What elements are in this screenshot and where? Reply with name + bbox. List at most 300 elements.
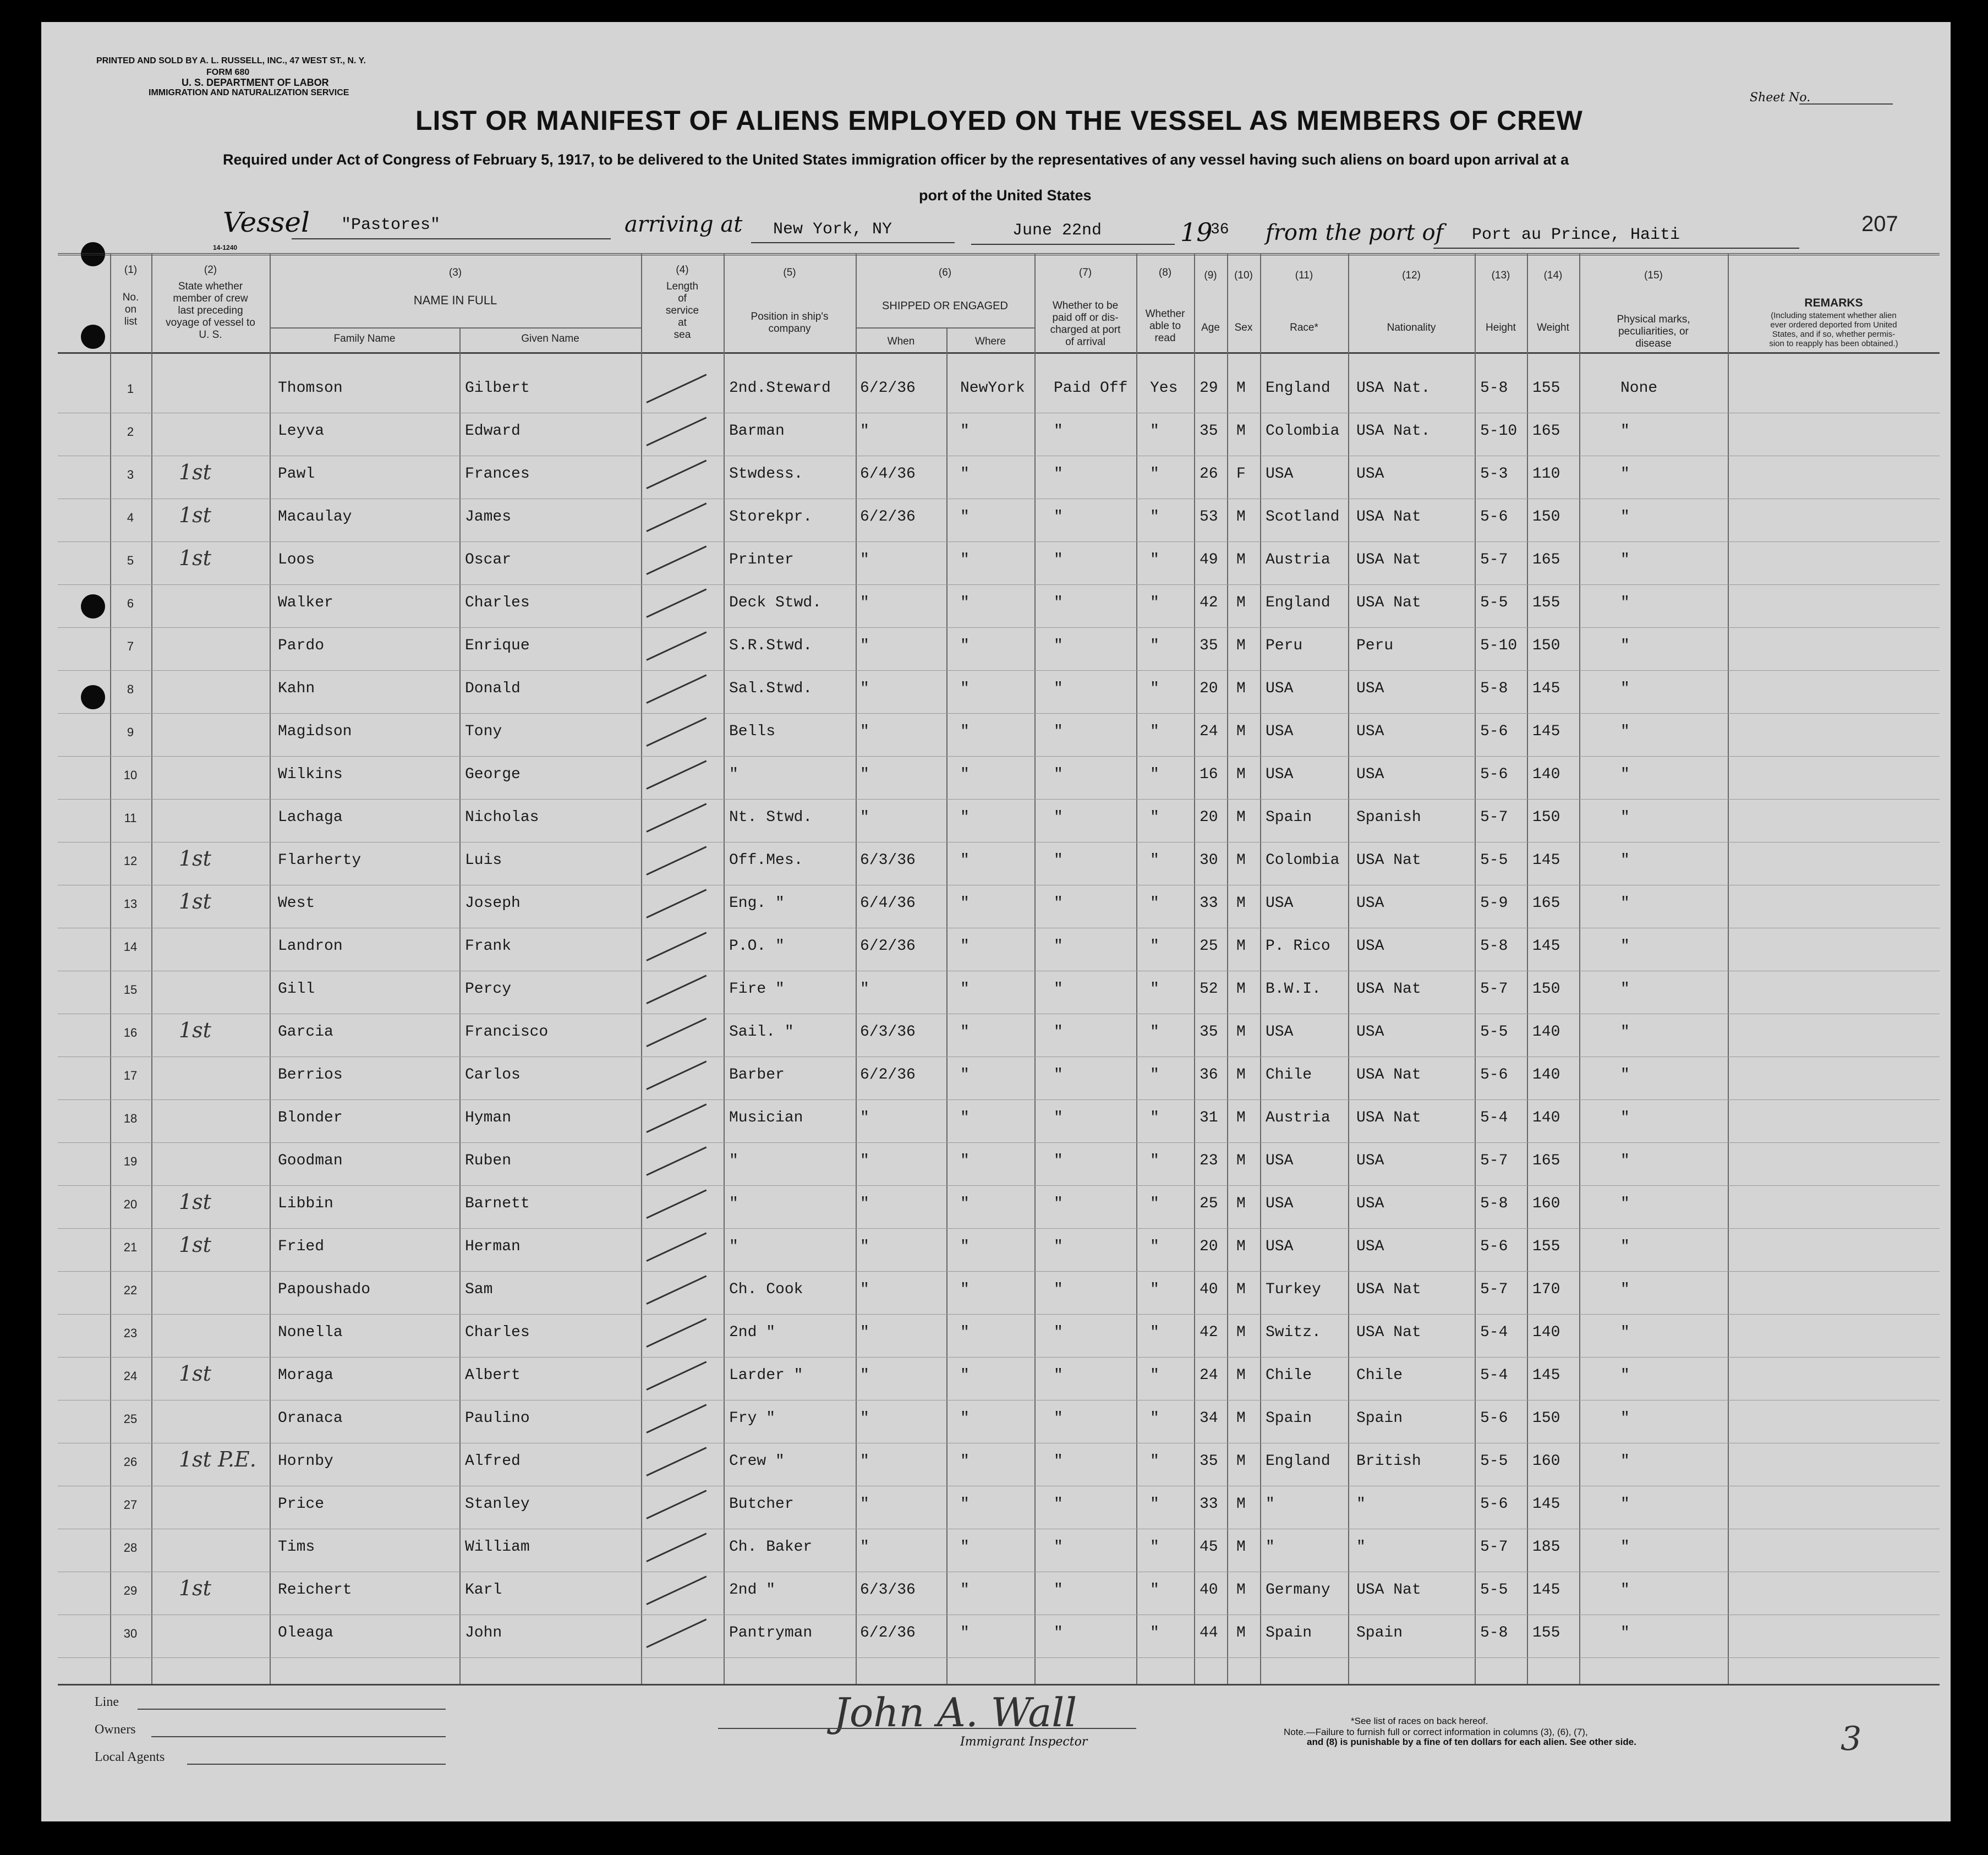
able-to-read-cell: " <box>1150 1024 1159 1041</box>
sex-cell: M <box>1236 508 1246 526</box>
paid-off-cell: " <box>1054 1152 1063 1169</box>
family-name-cell: Berrios <box>278 1066 343 1084</box>
race-cell: USA <box>1266 723 1294 740</box>
service-length-check <box>646 1618 707 1648</box>
header-bottom-border <box>58 352 1940 354</box>
given-name-cell: Tony <box>465 723 502 740</box>
physical-marks-cell: " <box>1620 852 1630 869</box>
age-cell: 29 <box>1200 380 1218 397</box>
shipped-when-cell: " <box>860 809 869 826</box>
col12-header: Nationality <box>1387 322 1436 333</box>
able-to-read-cell: " <box>1150 1582 1159 1599</box>
age-cell: 23 <box>1200 1152 1218 1169</box>
paid-off-cell: Paid Off <box>1054 380 1128 397</box>
race-cell: USA <box>1266 895 1294 912</box>
sex-cell: M <box>1236 1624 1246 1641</box>
able-to-read-cell: " <box>1150 1496 1159 1513</box>
race-cell: " <box>1266 1539 1275 1556</box>
nationality-cell: USA Nat. <box>1356 423 1431 440</box>
vessel-label: Vessel <box>223 206 310 238</box>
weight-cell: 140 <box>1532 1109 1560 1126</box>
family-name-cell: Moraga <box>278 1367 333 1384</box>
shipped-when-cell: " <box>860 423 869 440</box>
family-name-cell: Gill <box>278 981 315 998</box>
sheet-number-line <box>1799 103 1893 105</box>
col11-number: (11) <box>1295 270 1313 281</box>
physical-marks-cell: " <box>1620 766 1630 783</box>
age-cell: 26 <box>1200 466 1218 483</box>
nationality-cell: USA <box>1356 1024 1384 1041</box>
height-cell: 5-6 <box>1480 508 1508 526</box>
service-length-check <box>646 545 707 574</box>
shipped-where-cell: " <box>960 1410 970 1427</box>
col6-when-header: When <box>887 336 915 347</box>
race-cell: USA <box>1266 1195 1294 1212</box>
col-sep <box>1034 253 1036 1684</box>
position-cell: Sail. " <box>729 1024 794 1041</box>
agents-underline <box>187 1764 446 1765</box>
physical-marks-cell: " <box>1620 637 1630 654</box>
height-cell: 5-6 <box>1480 1238 1508 1255</box>
able-to-read-cell: " <box>1150 1109 1159 1126</box>
paid-off-cell: " <box>1054 423 1063 440</box>
row-rule <box>58 541 1940 542</box>
row-number: 20 <box>123 1197 138 1211</box>
paid-off-cell: " <box>1054 1410 1063 1427</box>
nationality-cell: USA Nat <box>1356 1582 1421 1599</box>
position-cell: Nt. Stwd. <box>729 809 813 826</box>
family-name-cell: Macaulay <box>278 508 352 526</box>
page-title: LIST OR MANIFEST OF ALIENS EMPLOYED ON THE VESSEL AS MEMBERS OF CREW <box>415 105 1583 136</box>
shipped-where-cell: " <box>960 508 970 526</box>
able-to-read-cell: " <box>1150 551 1159 568</box>
table-top-border <box>58 253 1940 255</box>
weight-cell: 145 <box>1532 938 1560 955</box>
row-number: 14 <box>123 940 138 954</box>
row-rule <box>58 584 1940 585</box>
weight-cell: 170 <box>1532 1281 1560 1298</box>
col-sep <box>1136 253 1137 1684</box>
prior-voyage-mark: 1st <box>179 1190 211 1214</box>
position-cell: " <box>729 1152 738 1169</box>
shipped-where-cell: " <box>960 1324 970 1341</box>
height-cell: 5-7 <box>1480 1539 1508 1556</box>
shipped-where-cell: " <box>960 1281 970 1298</box>
able-to-read-cell: " <box>1150 1324 1159 1341</box>
age-cell: 35 <box>1200 637 1218 654</box>
given-name-cell: Nicholas <box>465 809 539 826</box>
sex-cell: M <box>1236 981 1246 998</box>
paid-off-cell: " <box>1054 508 1063 526</box>
given-name-cell: Edward <box>465 423 521 440</box>
sex-cell: M <box>1236 938 1246 955</box>
paid-off-cell: " <box>1054 1109 1063 1126</box>
nationality-cell: Peru <box>1356 637 1394 654</box>
shipped-where-cell: NewYork <box>960 380 1025 397</box>
col4-header: Length of service at sea <box>665 281 699 341</box>
sex-cell: M <box>1236 1324 1246 1341</box>
printer-line: PRINTED AND SOLD BY A. L. RUSSELL, INC., 47 WEST ST., N. Y. <box>96 56 366 65</box>
from-port: Port au Prince, Haiti <box>1472 226 1680 244</box>
agents-label: Local Agents <box>95 1750 165 1764</box>
given-name-cell: John <box>465 1624 502 1641</box>
race-cell: England <box>1266 1453 1330 1470</box>
paid-off-cell: " <box>1054 466 1063 483</box>
able-to-read-cell: " <box>1150 723 1159 740</box>
height-cell: 5-5 <box>1480 1024 1508 1041</box>
physical-marks-cell: " <box>1620 723 1630 740</box>
col6-where-header: Where <box>975 336 1006 347</box>
nationality-cell: USA <box>1356 466 1384 483</box>
weight-cell: 155 <box>1532 1238 1560 1255</box>
row-number: 9 <box>127 725 134 739</box>
sex-cell: M <box>1236 423 1246 440</box>
shipped-where-cell: " <box>960 1539 970 1556</box>
family-name-cell: Papoushado <box>278 1281 371 1298</box>
age-cell: 33 <box>1200 1496 1218 1513</box>
row-number: 10 <box>123 768 138 782</box>
col2-header: State whether member of crew last preceding voyage of vessel to U. S. <box>166 281 255 341</box>
row-rule <box>58 1271 1940 1272</box>
given-name-cell: Joseph <box>465 895 521 912</box>
weight-cell: 145 <box>1532 1582 1560 1599</box>
position-cell: Sal.Stwd. <box>729 680 813 697</box>
physical-marks-cell: None <box>1620 380 1658 397</box>
physical-marks-cell: " <box>1620 1539 1630 1556</box>
col-sep <box>1579 253 1580 1684</box>
race-cell: Peru <box>1266 637 1303 654</box>
family-name-cell: Libbin <box>278 1195 333 1212</box>
prior-voyage-mark: 1st <box>179 1018 211 1042</box>
service-length-check <box>646 631 707 660</box>
paid-off-cell: " <box>1054 594 1063 611</box>
col6-number: (6) <box>938 267 952 278</box>
height-cell: 5-5 <box>1480 1453 1508 1470</box>
col-sep <box>1527 253 1528 1684</box>
race-cell: Germany <box>1266 1582 1330 1599</box>
from-port-underline <box>1433 248 1799 249</box>
inspector-signature: John A. Wall <box>834 1689 1077 1736</box>
position-cell: Barber <box>729 1066 785 1084</box>
paid-off-cell: " <box>1054 1281 1063 1298</box>
family-name-cell: Goodman <box>278 1152 343 1169</box>
age-cell: 52 <box>1200 981 1218 998</box>
position-cell: Ch. Baker <box>729 1539 813 1556</box>
paid-off-cell: " <box>1054 680 1063 697</box>
given-name-cell: Gilbert <box>465 380 530 397</box>
physical-marks-cell: " <box>1620 809 1630 826</box>
remarks-header: REMARKS <box>1804 297 1863 309</box>
col-sep <box>151 253 152 1684</box>
service-length-check <box>646 1318 707 1347</box>
penalty-note: Note.—Failure to furnish full or correct information in columns (3), (6), (7), <box>1284 1727 1588 1737</box>
age-cell: 35 <box>1200 423 1218 440</box>
shipped-when-cell: " <box>860 1152 869 1169</box>
col-sep <box>270 253 271 1684</box>
age-cell: 31 <box>1200 1109 1218 1126</box>
able-to-read-cell: " <box>1150 1539 1159 1556</box>
age-cell: 36 <box>1200 1066 1218 1084</box>
shipped-where-cell: " <box>960 723 970 740</box>
position-cell: " <box>729 1195 738 1212</box>
prior-voyage-mark: 1st <box>179 1233 211 1257</box>
service-length-check <box>646 1361 707 1390</box>
race-cell: Turkey <box>1266 1281 1321 1298</box>
given-name-cell: Sam <box>465 1281 493 1298</box>
col-sep <box>946 327 948 1684</box>
service-length-check <box>646 1575 707 1605</box>
arriving-port: New York, NY <box>773 220 892 239</box>
sex-cell: M <box>1236 1410 1246 1427</box>
position-cell: S.R.Stwd. <box>729 637 813 654</box>
position-cell: Pantryman <box>729 1624 813 1641</box>
nationality-cell: British <box>1356 1453 1421 1470</box>
physical-marks-cell: " <box>1620 1152 1630 1169</box>
nationality-cell: USA <box>1356 938 1384 955</box>
service-length-check <box>646 1447 707 1476</box>
row-rule <box>58 627 1940 628</box>
height-cell: 5-6 <box>1480 723 1508 740</box>
paid-off-cell: " <box>1054 1624 1063 1641</box>
row-rule <box>58 1228 1940 1229</box>
paid-off-cell: " <box>1054 1066 1063 1084</box>
col-sep <box>1475 253 1476 1684</box>
given-name-cell: Albert <box>465 1367 521 1384</box>
nationality-cell: " <box>1356 1539 1366 1556</box>
race-cell: " <box>1266 1496 1275 1513</box>
age-cell: 24 <box>1200 723 1218 740</box>
height-cell: 5-6 <box>1480 1496 1508 1513</box>
prior-voyage-mark: 1st <box>179 1576 211 1600</box>
height-cell: 5-5 <box>1480 852 1508 869</box>
binder-hole <box>81 594 105 619</box>
row-number: 8 <box>127 682 134 696</box>
physical-marks-cell: " <box>1620 938 1630 955</box>
sex-cell: M <box>1236 1066 1246 1084</box>
height-cell: 5-5 <box>1480 594 1508 611</box>
col10-number: (10) <box>1234 270 1253 281</box>
row-number: 13 <box>123 897 138 911</box>
service-length-check <box>646 1060 707 1090</box>
row-rule <box>58 1142 1940 1143</box>
race-cell: Spain <box>1266 1410 1312 1427</box>
able-to-read-cell: " <box>1150 637 1159 654</box>
family-name-cell: Kahn <box>278 680 315 697</box>
weight-cell: 145 <box>1532 723 1560 740</box>
vessel-underline <box>292 238 611 239</box>
weight-cell: 150 <box>1532 809 1560 826</box>
row-number: 23 <box>123 1326 138 1340</box>
nationality-cell: USA Nat <box>1356 594 1421 611</box>
col13-number: (13) <box>1491 270 1510 281</box>
sex-cell: M <box>1236 1109 1246 1126</box>
able-to-read-cell: " <box>1150 466 1159 483</box>
sex-cell: M <box>1236 723 1246 740</box>
able-to-read-cell: " <box>1150 852 1159 869</box>
remarks-note: (Including statement whether alien ever ordered deported from United States, and if so, whether permis- sion to reapply has been obtained.) <box>1769 311 1898 348</box>
nationality-cell: USA <box>1356 1195 1384 1212</box>
shipped-where-cell: " <box>960 1109 970 1126</box>
physical-marks-cell: " <box>1620 1624 1630 1641</box>
prior-voyage-mark: 1st <box>179 460 211 484</box>
height-cell: 5-7 <box>1480 981 1508 998</box>
position-cell: Fire " <box>729 981 785 998</box>
given-name-cell: Barnett <box>465 1195 530 1212</box>
service-length-check <box>646 1490 707 1519</box>
prior-voyage-mark: 1st P.E. <box>179 1447 256 1471</box>
position-cell: Fry " <box>729 1410 776 1427</box>
row-rule <box>58 799 1940 800</box>
nationality-cell: USA Nat. <box>1356 380 1431 397</box>
family-name-cell: Flarherty <box>278 852 362 869</box>
sex-cell: F <box>1236 466 1246 483</box>
shipped-when-cell: 6/2/36 <box>860 508 916 526</box>
age-cell: 40 <box>1200 1582 1218 1599</box>
shipped-where-cell: " <box>960 637 970 654</box>
row-number: 22 <box>123 1283 138 1297</box>
nationality-cell: Spain <box>1356 1410 1403 1427</box>
age-cell: 45 <box>1200 1539 1218 1556</box>
nationality-cell: USA Nat <box>1356 1281 1421 1298</box>
weight-cell: 160 <box>1532 1453 1560 1470</box>
position-cell: Barman <box>729 423 785 440</box>
row-rule <box>58 756 1940 757</box>
physical-marks-cell: " <box>1620 1195 1630 1212</box>
race-cell: USA <box>1266 680 1294 697</box>
shipped-when-cell: " <box>860 1367 869 1384</box>
family-name-cell: Loos <box>278 551 315 568</box>
col-sep <box>1194 253 1195 1684</box>
shipped-where-cell: " <box>960 551 970 568</box>
weight-cell: 140 <box>1532 1324 1560 1341</box>
able-to-read-cell: " <box>1150 938 1159 955</box>
shipped-when-cell: " <box>860 1539 869 1556</box>
service-length-check <box>646 975 707 1004</box>
physical-marks-cell: " <box>1620 1066 1630 1084</box>
given-name-cell: Ruben <box>465 1152 512 1169</box>
age-cell: 35 <box>1200 1453 1218 1470</box>
shipped-where-cell: " <box>960 1453 970 1470</box>
service-length-check <box>646 846 707 875</box>
given-name-cell: Karl <box>465 1582 502 1599</box>
page-mark: 3 <box>1841 1720 1862 1758</box>
paid-off-cell: " <box>1054 938 1063 955</box>
position-cell: 2nd " <box>729 1582 776 1599</box>
shipped-where-cell: " <box>960 1024 970 1041</box>
family-name-cell: Nonella <box>278 1324 343 1341</box>
family-name-cell: Pawl <box>278 466 315 483</box>
height-cell: 5-7 <box>1480 809 1508 826</box>
col-sep <box>459 327 461 1684</box>
family-name-cell: Oleaga <box>278 1624 333 1641</box>
weight-cell: 145 <box>1532 1496 1560 1513</box>
race-cell: Chile <box>1266 1066 1312 1084</box>
age-cell: 25 <box>1200 938 1218 955</box>
col14-number: (14) <box>1543 270 1563 281</box>
shipped-where-cell: " <box>960 594 970 611</box>
given-name-cell: Enrique <box>465 637 530 654</box>
family-name-cell: Garcia <box>278 1024 333 1041</box>
stamp-code: 14-1240 <box>213 244 238 251</box>
given-name-cell: Percy <box>465 981 512 998</box>
row-number: 15 <box>123 983 138 997</box>
physical-marks-cell: " <box>1620 1367 1630 1384</box>
family-name-cell: Reichert <box>278 1582 352 1599</box>
col-sep <box>856 253 857 1684</box>
row-number: 5 <box>127 554 134 567</box>
col9-number: (9) <box>1204 270 1217 281</box>
vessel-name: "Pastores" <box>341 216 441 234</box>
paid-off-cell: " <box>1054 723 1063 740</box>
physical-marks-cell: " <box>1620 1109 1630 1126</box>
able-to-read-cell: " <box>1150 895 1159 912</box>
service-length-check <box>646 588 707 617</box>
sex-cell: M <box>1236 680 1246 697</box>
shipped-when-cell: " <box>860 723 869 740</box>
shipped-when-cell: " <box>860 1109 869 1126</box>
shipped-when-cell: 6/2/36 <box>860 1624 916 1641</box>
able-to-read-cell: " <box>1150 1066 1159 1084</box>
row-number: 12 <box>123 854 138 868</box>
penalty-note-2: and (8) is punishable by a fine of ten dollars for each alien. See other side. <box>1307 1737 1636 1747</box>
weight-cell: 165 <box>1532 895 1560 912</box>
race-cell: Scotland <box>1266 508 1340 526</box>
height-cell: 5-6 <box>1480 1410 1508 1427</box>
age-cell: 49 <box>1200 551 1218 568</box>
col3-number: (3) <box>448 267 462 278</box>
arriving-label: arriving at <box>625 212 743 237</box>
row-number: 7 <box>127 639 134 653</box>
age-cell: 20 <box>1200 680 1218 697</box>
family-name-cell: Thomson <box>278 380 343 397</box>
col11-header: Race* <box>1290 322 1318 333</box>
age-cell: 53 <box>1200 508 1218 526</box>
shipped-where-cell: " <box>960 938 970 955</box>
position-cell: Stwdess. <box>729 466 803 483</box>
shipped-where-cell: " <box>960 1195 970 1212</box>
family-name-cell: Leyva <box>278 423 325 440</box>
row-number: 2 <box>127 425 134 439</box>
prior-voyage-mark: 1st <box>179 889 211 913</box>
sex-cell: M <box>1236 1496 1246 1513</box>
height-cell: 5-3 <box>1480 466 1508 483</box>
age-cell: 40 <box>1200 1281 1218 1298</box>
owners-label: Owners <box>95 1722 136 1737</box>
service-length-check <box>646 1275 707 1304</box>
height-cell: 5-7 <box>1480 551 1508 568</box>
family-name-cell: Fried <box>278 1238 325 1255</box>
paid-off-cell: " <box>1054 551 1063 568</box>
race-cell: Colombia <box>1266 852 1340 869</box>
col6-header: SHIPPED OR ENGAGED <box>882 300 1008 312</box>
position-cell: Musician <box>729 1109 803 1126</box>
shipped-where-cell: " <box>960 423 970 440</box>
signature-line <box>718 1728 1136 1729</box>
age-cell: 25 <box>1200 1195 1218 1212</box>
able-to-read-cell: " <box>1150 1410 1159 1427</box>
shipped-when-cell: 6/2/36 <box>860 938 916 955</box>
shipped-when-cell: " <box>860 1453 869 1470</box>
sex-cell: M <box>1236 1453 1246 1470</box>
able-to-read-cell: " <box>1150 1152 1159 1169</box>
family-name-cell: Walker <box>278 594 333 611</box>
sex-cell: M <box>1236 766 1246 783</box>
race-cell: USA <box>1266 1024 1294 1041</box>
page-number: 207 <box>1861 212 1898 236</box>
able-to-read-cell: " <box>1150 508 1159 526</box>
able-to-read-cell: Yes <box>1150 380 1178 397</box>
age-cell: 33 <box>1200 895 1218 912</box>
